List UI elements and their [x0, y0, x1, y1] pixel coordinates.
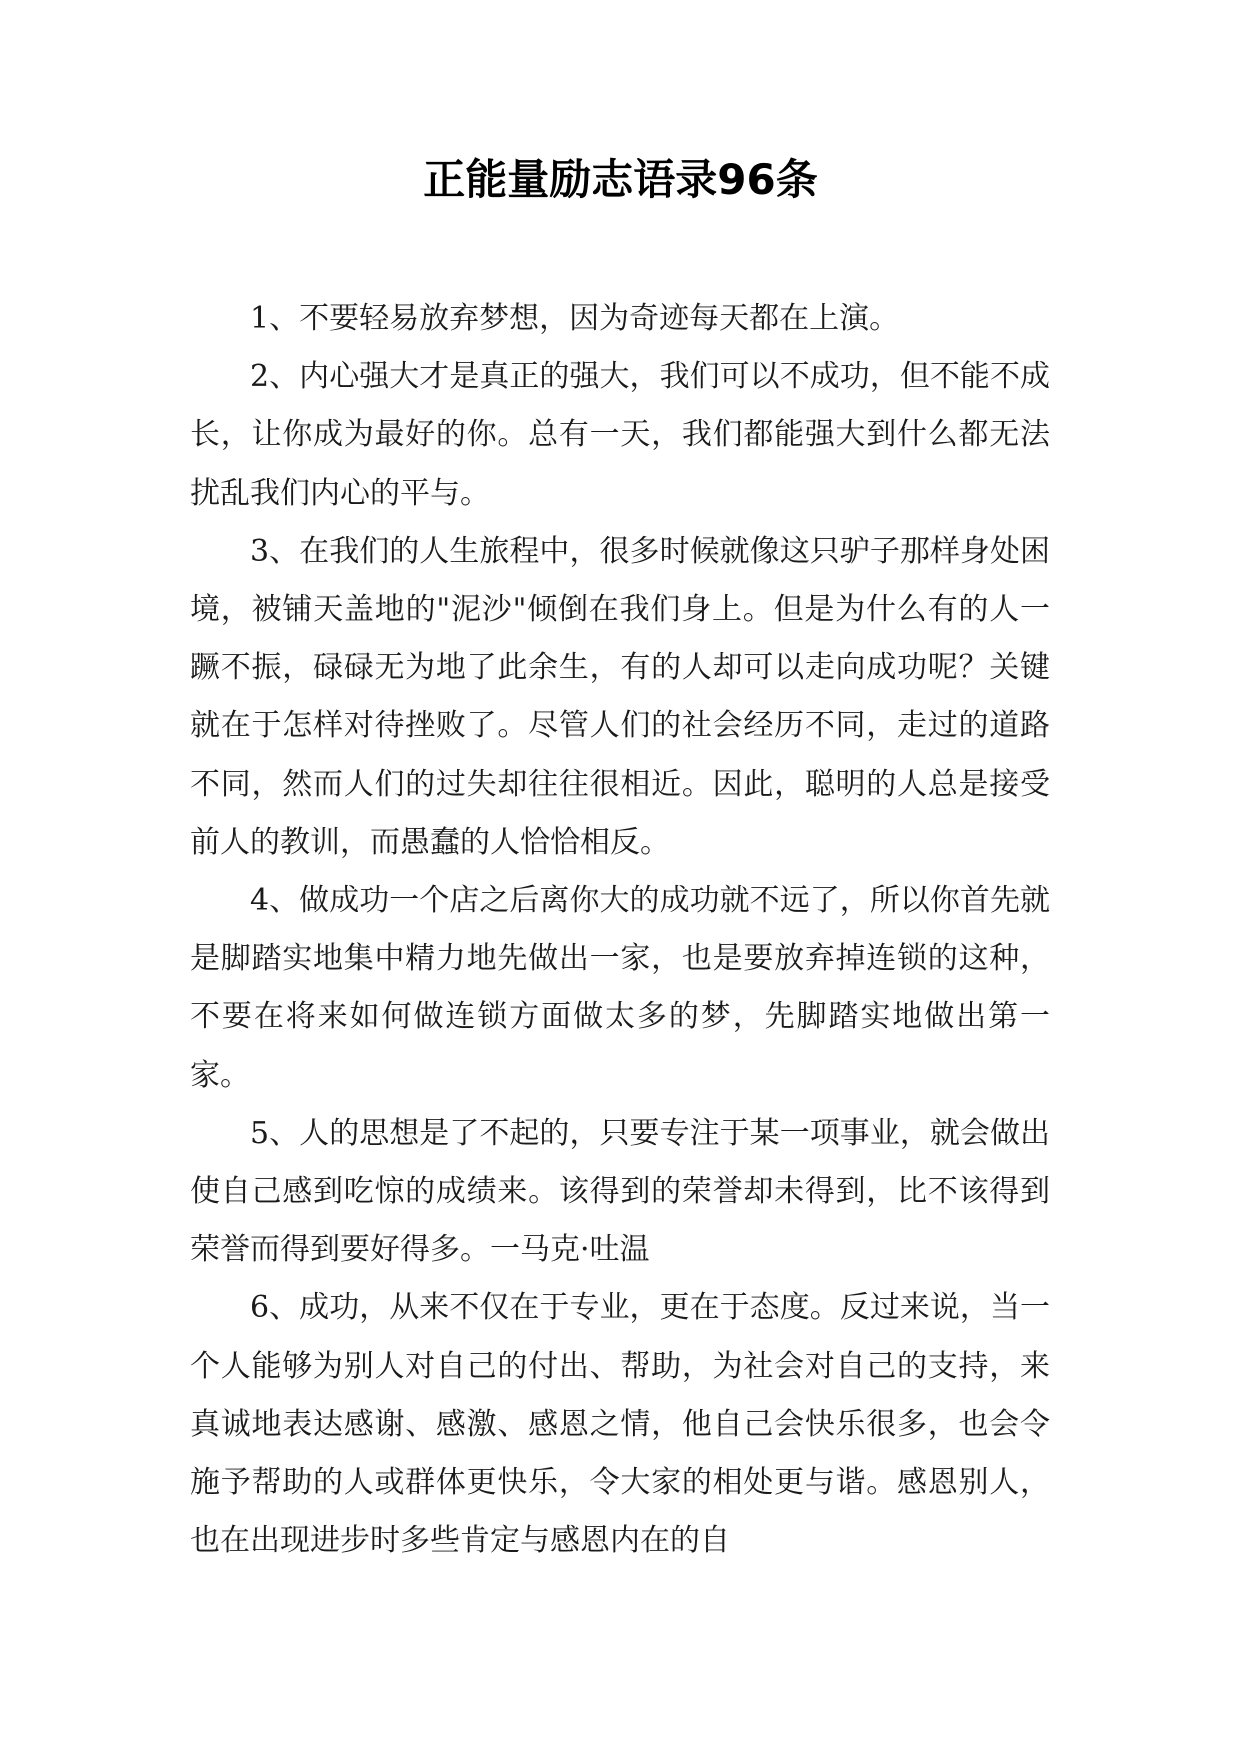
paragraph-2: 2、内心强大才是真正的强大，我们可以不成功，但不能不成长，让你成为最好的你。总有一天，我们都能强大到什么都无法扰乱我们内心的平与。: [190, 359, 1050, 511]
paragraph-6: 6、成功，从来不仅在于专业，更在于态度。反过来说，当一个人能够为别人对自己的付出、帮助，为社会对自己的支持，来真诚地表达感谢、感激、感恩之情，他自己会快乐很多，也会令施予帮助的人或群体更快乐，令大家的相处更与谐。感恩别人，也在出现进步时多些肯定与感恩内在的自: [190, 1290, 1050, 1559]
document-body: [190, 290, 1050, 1570]
paragraph-4: 4、做成功一个店之后离你大的成功就不远了，所以你首先就是脚踏实地集中精力地先做出一家，也是要放弃掉连锁的这种，不要在将来如何做连锁方面做太多的梦，先脚踏实地做出第一家。: [190, 883, 1050, 1093]
paragraph-1: 1、不要轻易放弃梦想，因为奇迹每天都在上演。: [250, 301, 900, 336]
paragraph-5: 5、人的思想是了不起的，只要专注于某一项事业，就会做出使自己感到吃惊的成绩来。该得到的荣誉却未得到，比不该得到荣誉而得到要好得多。一马克·吐温: [190, 1115, 1050, 1268]
paragraph-3: 3、在我们的人生旅程中，很多时候就像这只驴子那样身处困境，被铺天盖地的"泥沙"倾倒在我们身上。但是为什么有的人一蹶不振，碌碌无为地了此余生，有的人却可以走向成功呢？关键就在于怎样对待挫败了。尽管人们的社会经历不同，走过的道路不同，然而人们的过失却往往很相近。因此，聪明的人总是接受前人的教训，而愚蠢的人恰恰相反。: [190, 533, 1050, 860]
document-title: 正能量励志语录96条: [423, 155, 818, 204]
